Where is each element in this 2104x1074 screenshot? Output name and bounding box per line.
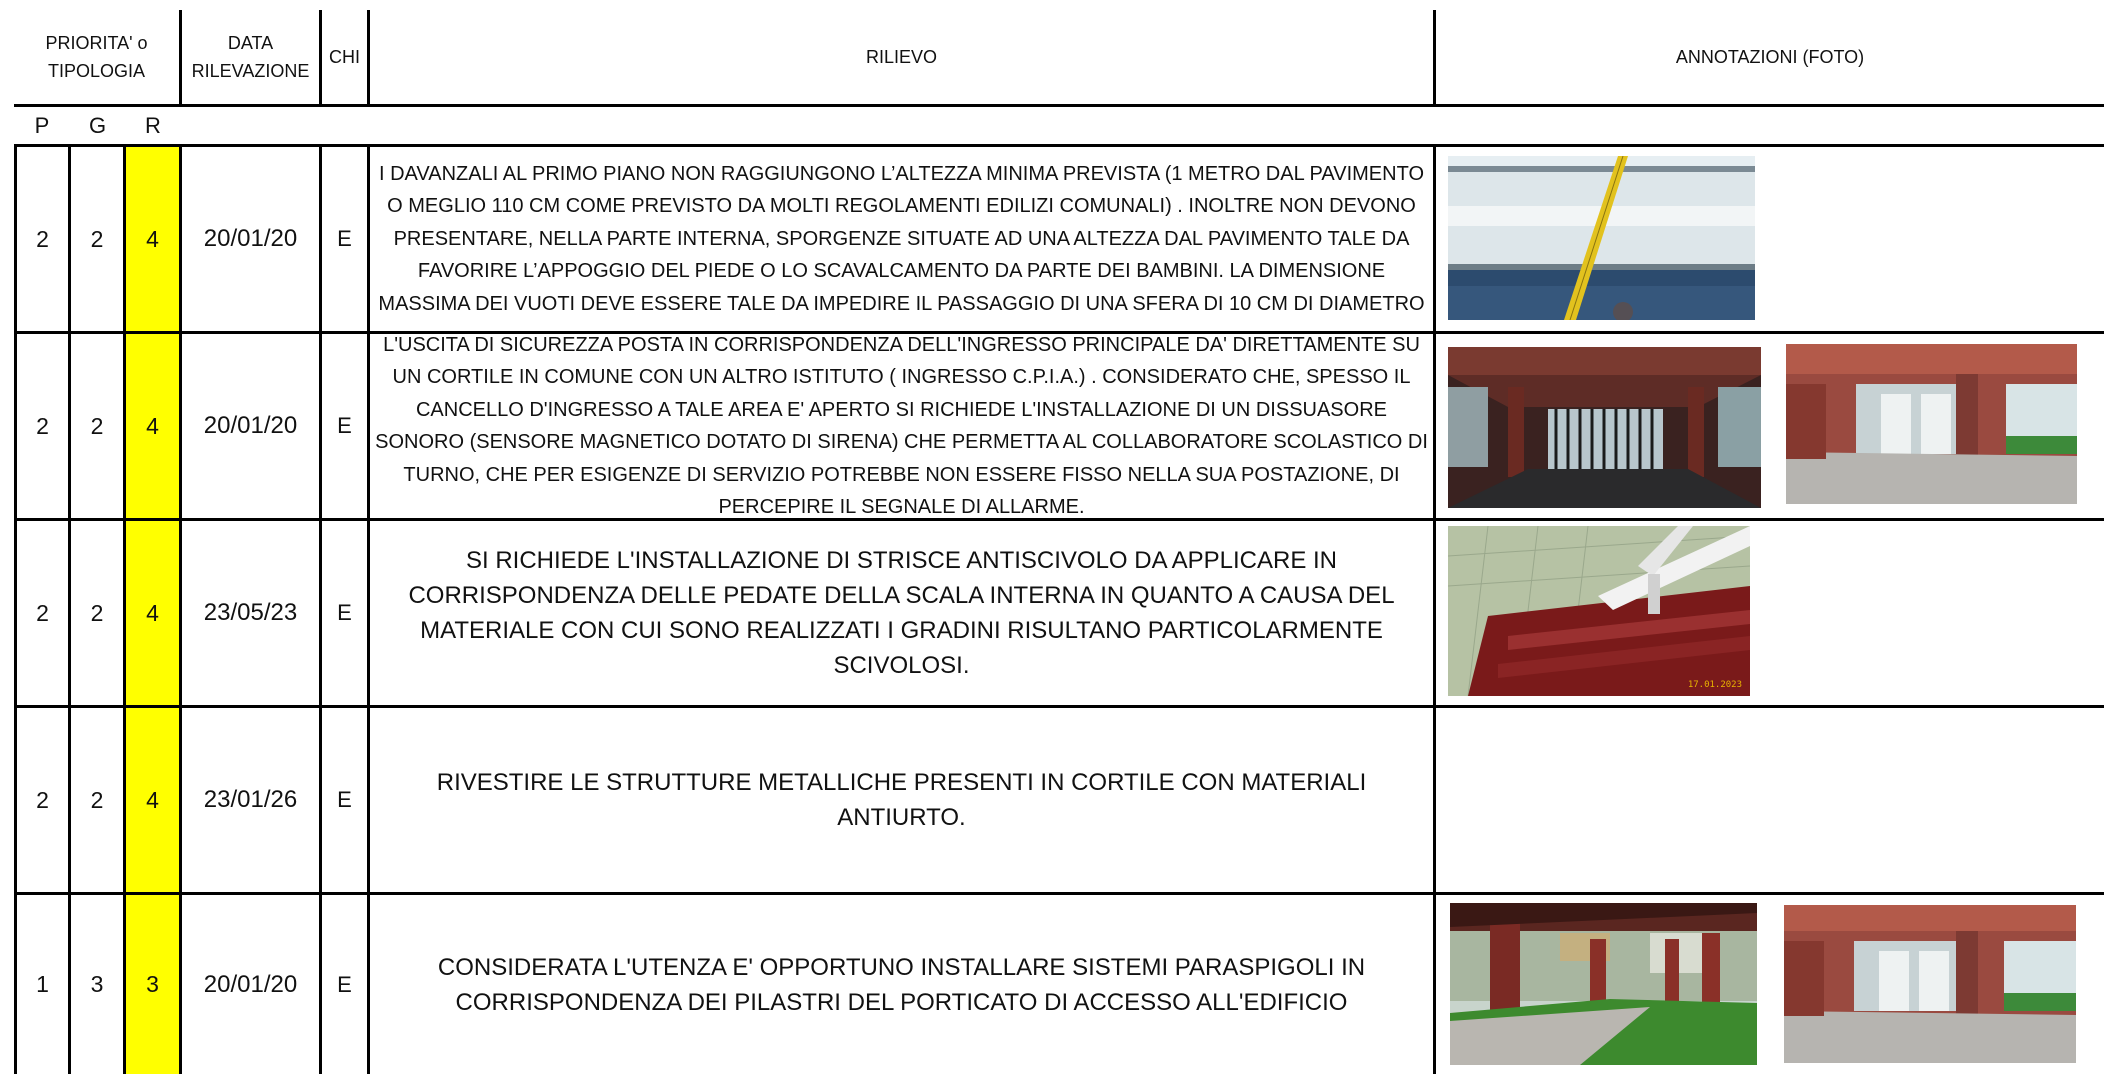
row-2-g: 2 [90,412,104,439]
row-2-date: 20/01/20 [203,412,298,439]
row-4-date: 23/01/26 [203,786,298,813]
row-1-rilievo: I DAVANZALI AL PRIMO PIANO NON RAGGIUNGONO L’ALTEZZA MINIMA PREVISTA (1 METRO DAL PAVIMENTO O MEGLIO 110 CM COME PREVISTO DA MOLTI REGOLAMENTI EDILIZI COMUNALI) . INOLTRE NON DEVONO PRESENTARE, NELLA PARTE INTERNA, SPORGENZE SITUATE AD UNA ALTEZZA DAL PAVIMENTO TALE DA FAVORIRE L’APPOGGIO DEL PIEDE O LO SCAVALCAMENTO DA PARTE DEI BAMBINI. LA DIMENSIONE MASSIMA DEI VUOTI DEVE ESSERE TALE DA IMPEDIRE IL PASSAGGIO DI UNA SFERA DI 10 CM DI DIAMETRO [378,162,1425,315]
header-data-line2: RILEVAZIONE [191,61,310,81]
row-3-r: 4 [146,599,159,626]
row-5-p: 1 [36,971,49,997]
header-priorita [14,10,179,104]
photo-portico-gate [1448,347,1761,508]
row-5-rilievo: CONSIDERATA L'UTENZA E' OPPORTUNO INSTALLARE SISTEMI PARASPIGOLI IN CORRISPONDENZA DEI PILASTRI DEL PORTICATO DI ACCESSO ALL'EDIFICIO [437,953,1366,1016]
row-5-date: 20/01/20 [203,970,298,998]
row-3-rilievo: SI RICHIEDE L'INSTALLAZIONE DI STRISCE ANTISCIVOLO DA APPLICARE IN CORRISPONDENZA DELLE PEDATE DELLA SCALA INTERNA IN QUANTO A CAUSA DEL MATERIALE CON CUI SONO REALIZZATI I GRADINI RISULTANO PARTICOLARMENTE SCIVOLOSI. [408,547,1395,679]
row-5-chi: E [337,971,352,997]
photo-entrance-doors-1 [1786,344,2077,504]
header-rilievo: RILIEVO [865,47,938,67]
row-1-r: 4 [146,225,159,252]
photo-staircase [1448,526,1750,696]
row-4-rilievo: RIVESTIRE LE STRUTTURE METALLICHE PRESENTI IN CORTILE CON MATERIALI ANTIURTO. [436,769,1367,831]
row-3-p: 2 [36,599,49,626]
header-chi: CHI [329,47,360,67]
row-5-g: 3 [90,971,104,997]
row-2-p: 2 [36,412,49,439]
photo-timestamp: 17.01.2023 [1687,680,1742,690]
header-priorita-line2: TIPOLOGIA [47,61,146,81]
header-annotazioni: ANNOTAZIONI (FOTO) [1675,47,1865,67]
row-1-chi: E [337,226,352,251]
header-g: G [88,112,107,138]
grid-line [14,104,2104,107]
row-1-g: 2 [90,225,104,252]
row-1-date: 20/01/20 [203,225,298,252]
row-3-date: 23/05/23 [203,599,298,626]
header-priorita-line1: PRIORITA' o [45,33,148,53]
photo-portico-pillars [1450,903,1757,1065]
header-r: R [145,112,161,138]
row-3-g: 2 [90,599,104,626]
row-5-r: 3 [146,971,159,997]
row-3-chi: E [337,600,352,625]
row-4-chi: E [337,787,352,812]
photo-entrance-doors-2 [1784,905,2076,1063]
photo-windowsill [1448,156,1755,320]
row-2-r: 4 [146,412,159,439]
row-2-rilievo: L'USCITA DI SICUREZZA POSTA IN CORRISPONDENZA DELL'INGRESSO PRINCIPALE DA' DIRETTAMENTE SU UN CORTILE IN COMUNE CON UN ALTRO ISTITUTO ( INGRESSO C.P.I.A.) . CONSIDERATO CHE, SPESSO IL CANCELLO D'INGRESSO A TALE AREA E' APERTO SI RICHIEDE L'INSTALLAZIONE DI UN DISSUASORE SONORO (SENSORE MAGNETICO DOTATO DI SIRENA) CHE PERMETTA AL COLLABORATORE SCOLASTICO DI TURNO, CHE PER ESIGENZE DI SERVIZIO POTREBBE NON ESSERE FISSO NELLA SUA POSTAZIONE, DI PERCEPIRE IL SEGNALE DI ALLARME. [375,333,1428,518]
row-2-chi: E [337,413,352,438]
row-1-p: 2 [36,225,49,252]
grid-line [1433,144,1436,1074]
row-4-p: 2 [36,786,49,813]
header-p: P [34,112,50,138]
row-4-g: 2 [90,786,104,813]
row-4-r: 4 [146,786,159,813]
header-data-line1: DATA [227,33,274,53]
header-data [182,10,319,104]
